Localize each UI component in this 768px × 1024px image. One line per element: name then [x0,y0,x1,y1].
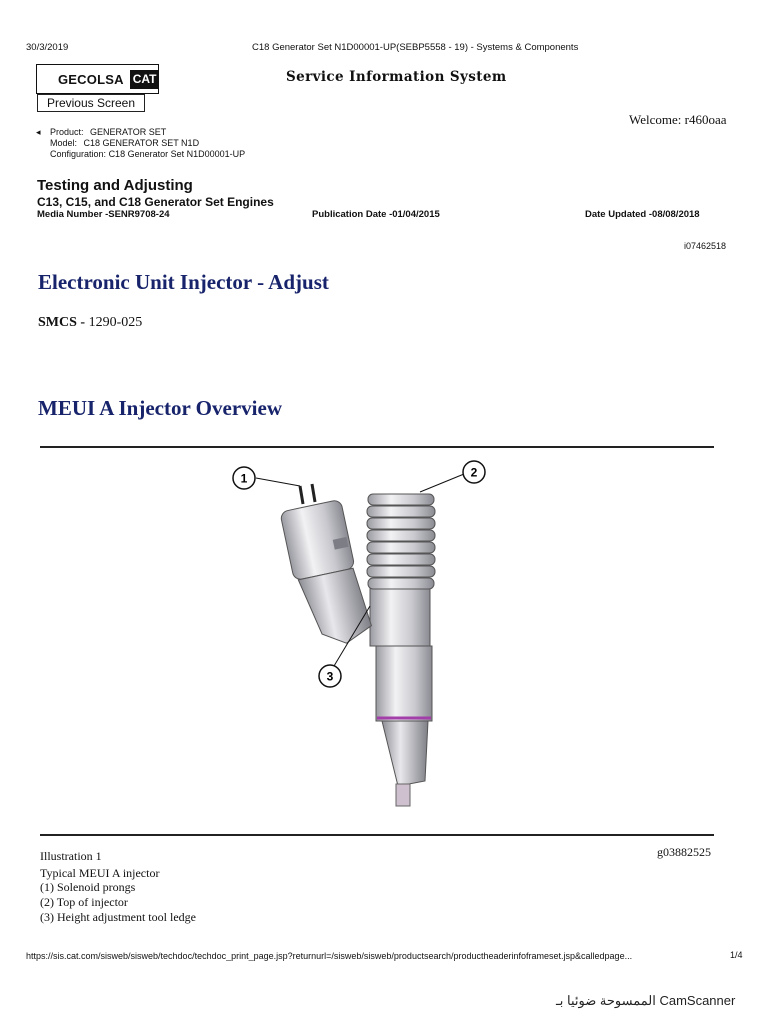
welcome-user: Welcome: r460oaa [629,112,727,127]
illustration-bottom-rule [40,834,714,836]
meui-injector-illustration [220,456,500,816]
callout-2 [463,461,485,483]
callout-3 [319,665,341,687]
document-subtitle: C13, C15, and C18 Generator Set Engines [37,195,274,209]
caption-line: (3) Height adjustment tool ledge [40,910,196,924]
publication-date: Publication Date -01/04/2015 [312,209,440,220]
date-updated: Date Updated -08/08/2018 [585,209,700,220]
illustration-code: g03882525 [657,845,711,859]
media-number: Media Number -SENR9708-24 [37,209,170,220]
callout-2-label: 2 [470,465,478,480]
site-title: Service Information System [286,69,507,85]
footer-url: https://sis.cat.com/sisweb/sisweb/techdoc/techdoc_print_page.jsp?returnurl=/sisweb/sisweb/productsearch/productheaderinfoframeset.jsp&calledpage... [26,951,633,961]
smcs-label: SMCS - [38,315,86,330]
previous-screen-button[interactable]: Previous Screen [37,94,145,112]
illustration-top-rule [40,446,714,448]
callout-1-label: 1 [240,471,248,486]
model-value: C18 GENERATOR SET N1D [83,138,200,148]
model-label: Model: [50,138,78,148]
caption-line: Typical MEUI A injector [40,866,160,880]
product-info [38,127,245,160]
caption-line: (1) Solenoid prongs [40,880,136,894]
document-category: Testing and Adjusting [37,177,193,194]
configuration-label: Configuration: [50,149,107,159]
illustration-label: Illustration 1 [40,849,102,863]
configuration-value: C18 Generator Set N1D00001-UP [108,149,246,159]
smcs-code [38,315,142,331]
product-value: GENERATOR SET [90,127,167,137]
product-label: Product: [50,127,84,137]
page-number: 1/4 [730,950,743,960]
callout-1 [233,467,255,489]
callout-3-label: 3 [326,669,334,684]
smcs-value: 1290-025 [88,315,143,330]
camscanner-watermark: الممسوحة ضوئيا بـ CamScanner [556,993,736,1008]
caption-line: (2) Top of injector [40,895,128,909]
print-date: 30/3/2019 [26,42,69,53]
gecolsa-cat-logo [36,64,159,94]
page-title: Electronic Unit Injector - Adjust [38,270,329,294]
print-header-title: C18 Generator Set N1D00001-UP(SEBP5558 - 19) - Systems & Components [252,42,579,53]
section-heading: MEUI A Injector Overview [38,396,282,420]
cat-logo-mark: CAT [130,70,160,89]
document-id: i07462518 [684,241,727,251]
logo-brand-text: GECOLSA [58,71,124,87]
collapse-arrow-icon[interactable]: ◂ [36,127,41,137]
